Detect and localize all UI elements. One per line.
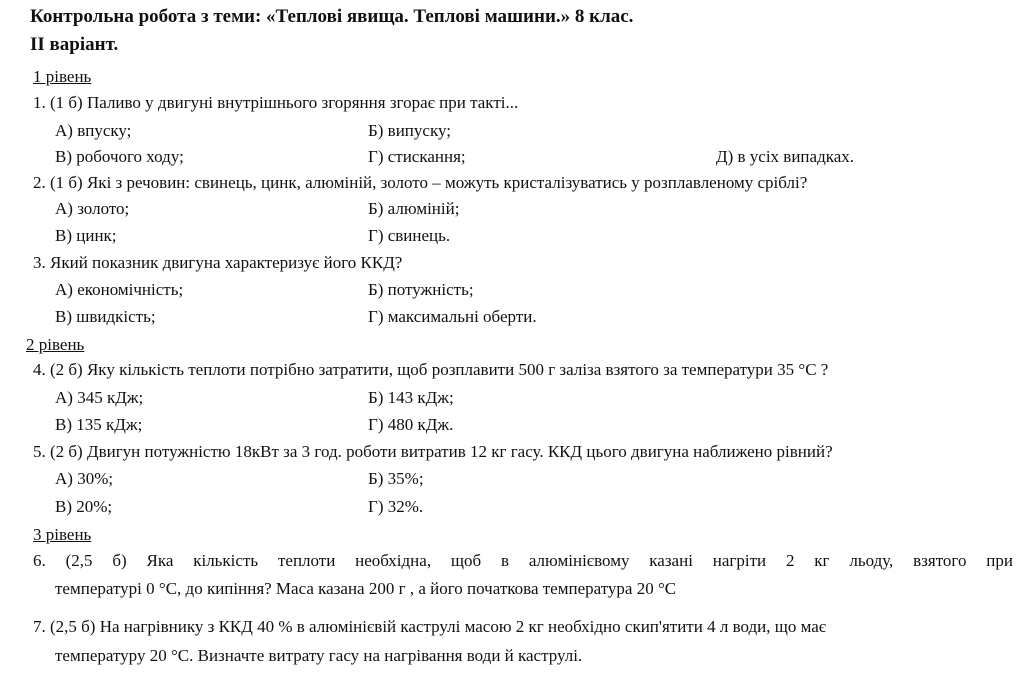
q1-option-c: В) робочого ходу; xyxy=(55,147,184,166)
q3-option-a: А) економічність; xyxy=(55,280,184,299)
page-title: Контрольна робота з теми: «Теплові явища. Теплові машини.» 8 клас. xyxy=(30,6,634,27)
level-2-heading: 2 рівень xyxy=(26,335,85,354)
q5-option-d: Г) 32%. xyxy=(368,497,424,516)
q4-option-b: Б) 143 кДж; xyxy=(368,388,454,407)
question-4: 4. (2 б) Яку кількість теплоти потрібно затратити, щоб розплавити 500 г заліза взятого за температури 35 °С ? xyxy=(33,360,829,379)
q2-option-d: Г) свинець. xyxy=(368,226,451,245)
variant-label: II варіант. xyxy=(30,34,119,55)
q5-option-c: В) 20%; xyxy=(55,497,113,516)
q1-option-e: Д) в усіх випадках. xyxy=(716,147,855,166)
q4-option-a: А) 345 кДж; xyxy=(55,388,144,407)
q2-option-a: А) золото; xyxy=(55,199,130,218)
question-6-line-2: температурі 0 °С, до кипіння? Маса казана 200 г , а його початкова температура 20 °С xyxy=(55,579,677,598)
question-7-line-1: 7. (2,5 б) На нагрівнику з ККД 40 % в алюмінієвій каструлі масою 2 кг необхідно скип'ятити 4 л води, що має xyxy=(33,617,827,636)
q4-option-c: В) 135 кДж; xyxy=(55,415,143,434)
question-7-line-2: температуру 20 °С. Визначте витрату гасу на нагрівання води й каструлі. xyxy=(55,646,583,665)
q1-option-d: Г) стискання; xyxy=(368,147,466,166)
q2-option-b: Б) алюміній; xyxy=(368,199,460,218)
q1-option-b: Б) випуску; xyxy=(368,121,451,140)
level-1-heading: 1 рівень xyxy=(33,67,92,86)
question-6-line-1: 6. (2,5 б) Яка кількість теплоти необхідна, щоб в алюмінієвому казані нагріти 2 кг льоду, взятого при xyxy=(33,551,1013,570)
level-3-heading: 3 рівень xyxy=(33,525,92,544)
question-3: 3. Який показник двигуна характеризує його ККД? xyxy=(33,253,403,272)
q2-option-c: В) цинк; xyxy=(55,226,117,245)
question-1: 1. (1 б) Паливо у двигуні внутрішнього згоряння згорає при такті... xyxy=(33,93,519,112)
q3-option-b: Б) потужність; xyxy=(368,280,474,299)
q1-option-a: А) впуску; xyxy=(55,121,132,140)
q3-option-d: Г) максимальні оберти. xyxy=(368,307,537,326)
q5-option-b: Б) 35%; xyxy=(368,469,424,488)
question-2: 2. (1 б) Які з речовин: свинець, цинк, алюміній, золото – можуть кристалізуватись у розплавленому сріблі? xyxy=(33,173,808,192)
q4-option-d: Г) 480 кДж. xyxy=(368,415,454,434)
q3-option-c: В) швидкість; xyxy=(55,307,156,326)
q5-option-a: А) 30%; xyxy=(55,469,114,488)
question-5: 5. (2 б) Двигун потужністю 18кВт за 3 год. роботи витратив 12 кг гасу. ККД цього двигуна наближено рівний? xyxy=(33,442,833,461)
